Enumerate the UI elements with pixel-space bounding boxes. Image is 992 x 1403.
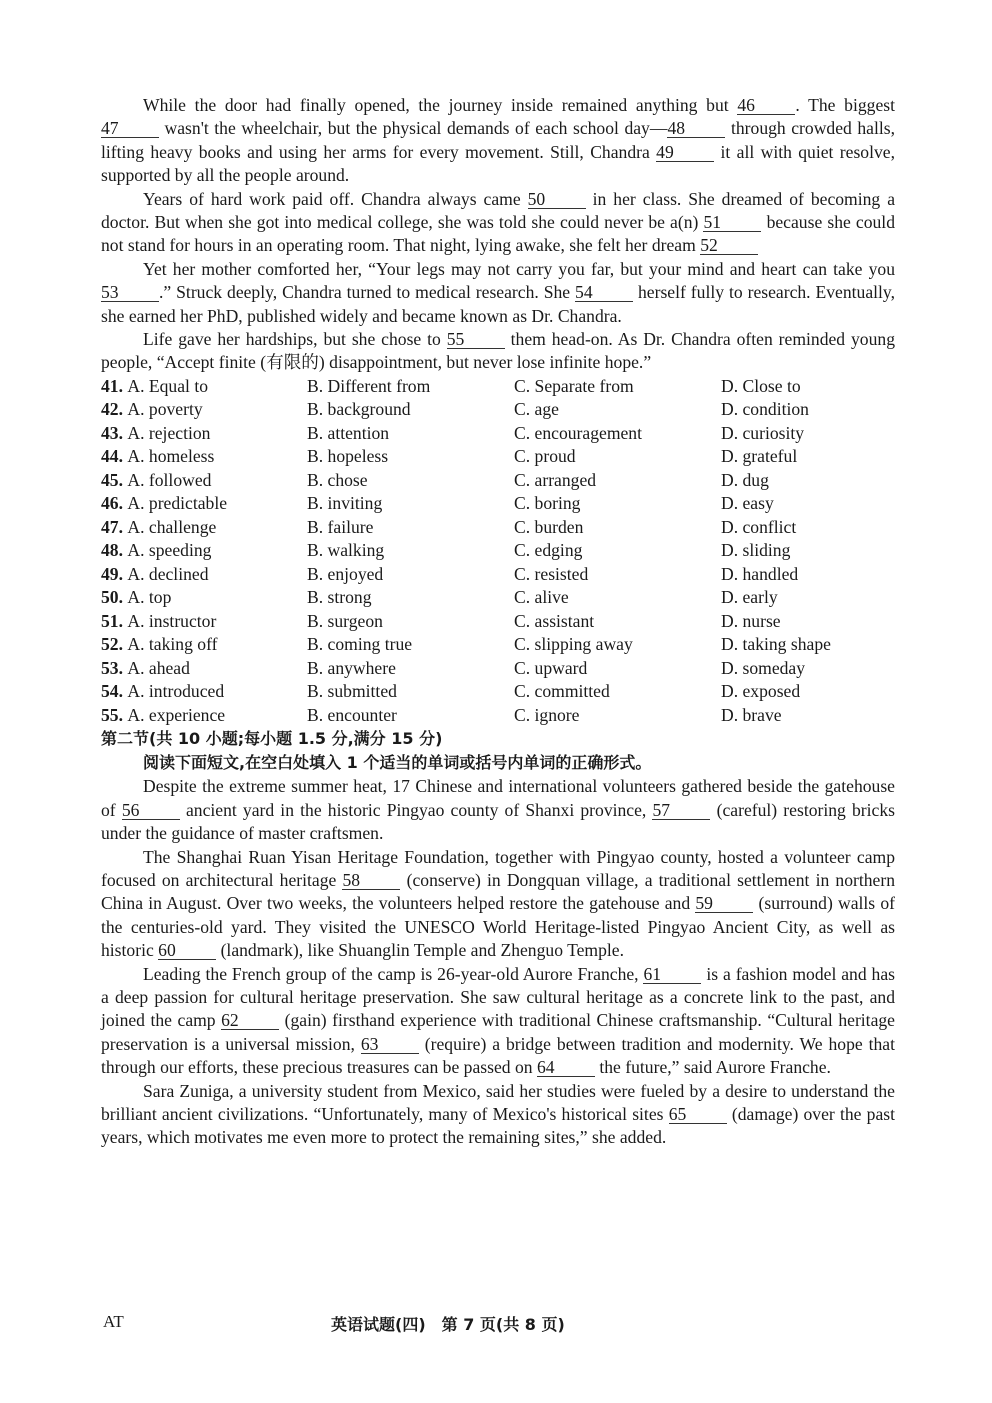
text-segment: is a fashion model and has a deep passion for cultural heritage preservation. She saw cultural heritage as a concrete link to the past, and joined the camp — [101, 963, 895, 1031]
question-row — [101, 680, 895, 704]
question-row — [101, 492, 895, 516]
option-c: C. burden — [514, 516, 584, 537]
paragraph — [101, 775, 895, 845]
option-c: C. edging — [514, 540, 583, 561]
text-segment: Years of hard work paid off. Chandra always came — [143, 188, 528, 209]
option-b: B. encounter — [307, 704, 397, 725]
option-a: 46. A. predictable — [101, 493, 228, 514]
question-number: 43. — [101, 422, 128, 443]
question-number: 41. — [101, 375, 128, 396]
option-b: B. submitted — [307, 681, 397, 702]
option-c: C. assistant — [514, 610, 595, 631]
answer-blank: 49 — [656, 143, 714, 162]
question-number: 47. — [101, 516, 128, 537]
option-a: 42. A. poverty — [101, 399, 203, 420]
option-b: B. background — [307, 399, 411, 420]
question-number: 45. — [101, 469, 128, 490]
option-c: C. alive — [514, 587, 569, 608]
option-b: B. inviting — [307, 493, 383, 514]
question-row — [101, 633, 895, 657]
question-row — [101, 704, 895, 728]
paragraph — [101, 846, 895, 963]
answer-blank: 59 — [695, 894, 753, 913]
question-number: 51. — [101, 610, 128, 631]
option-d: D. nurse — [721, 610, 781, 631]
text-segment: (gain) firsthand experience with traditional Chinese craftsmanship. “Cultural heritage preservation is a universal mission, — [101, 1010, 895, 1054]
question-number: 48. — [101, 540, 128, 561]
option-d: D. Close to — [721, 375, 801, 396]
question-row — [101, 422, 895, 446]
answer-blank: 61 — [643, 965, 701, 984]
question-row — [101, 563, 895, 587]
passage-grammar — [101, 775, 895, 1150]
option-a: 49. A. declined — [101, 563, 209, 584]
text-segment: Life gave her hardships, but she chose to — [143, 329, 447, 350]
option-a: 41. A. Equal to — [101, 375, 209, 396]
answer-blank: 65 — [669, 1105, 727, 1124]
question-number: 54. — [101, 681, 128, 702]
text-segment: Yet her mother comforted her, “Your legs may not carry you far, but your mind and heart can take you — [143, 258, 895, 279]
answer-blank: 54 — [575, 283, 633, 302]
paragraph — [101, 963, 895, 1080]
question-row — [101, 469, 895, 493]
answer-blank: 55 — [447, 330, 505, 349]
text-segment: (landmark), like Shuanglin Temple and Zhenguo Temple. — [216, 940, 624, 961]
text-segment: Leading the French group of the camp is 26-year-old Aurore Franche, — [143, 963, 644, 984]
option-b: B. failure — [307, 516, 374, 537]
option-b: B. anywhere — [307, 657, 396, 678]
page-footer — [103, 1312, 903, 1336]
answer-blank: 51 — [703, 213, 761, 232]
answer-blank: 62 — [221, 1011, 279, 1030]
text-segment: Sara Zuniga, a university student from Mexico, said her studies were fueled by a desire to understand the brilliant ancient civilizations. “Unfortunately, many of Mexico's historical sites — [101, 1080, 895, 1125]
answer-blank: 50 — [528, 190, 586, 209]
paragraph — [101, 258, 895, 328]
question-row — [101, 445, 895, 469]
option-d: D. easy — [721, 493, 774, 514]
text-segment: them head-on. As Dr. Chandra often reminded young people, “Accept finite (有限的) disappointment, but never lose infinite hope.” — [101, 329, 895, 373]
answer-blank: 58 — [342, 871, 400, 890]
question-row — [101, 610, 895, 634]
answer-blank: 46 — [737, 96, 795, 115]
option-a: 45. A. followed — [101, 469, 212, 490]
text-segment: the future,” said Aurore Franche. — [594, 1057, 831, 1078]
option-c: C. Separate from — [514, 375, 634, 396]
option-d: D. grateful — [721, 446, 798, 467]
option-b: B. coming true — [307, 634, 413, 655]
paragraph — [101, 1080, 895, 1150]
text-segment: it all with quiet resolve, supported by all the people around. — [101, 141, 895, 186]
text-segment: (surround) walls of the centuries-old yard. They visited the UNESCO World Heritage-listed Pingyao Ancient City, as well as historic — [101, 893, 895, 961]
option-b: B. attention — [307, 422, 390, 443]
option-c: C. arranged — [514, 469, 597, 490]
option-d: D. taking shape — [721, 634, 831, 655]
answer-blank: 63 — [361, 1035, 419, 1054]
option-d: D. early — [721, 587, 778, 608]
option-a: 53. A. ahead — [101, 657, 190, 678]
option-a: 55. A. experience — [101, 704, 226, 725]
question-row — [101, 516, 895, 540]
question-row — [101, 586, 895, 610]
question-number: 52. — [101, 634, 128, 655]
question-number: 53. — [101, 657, 128, 678]
question-row — [101, 398, 895, 422]
paragraph — [101, 94, 895, 188]
question-number: 42. — [101, 399, 128, 420]
question-row — [101, 657, 895, 681]
answer-blank: 64 — [537, 1058, 595, 1077]
option-a: 54. A. introduced — [101, 681, 225, 702]
text-segment: (require) a bridge between tradition and modernity. We hope that through our efforts, these precious treasures can be passed on — [101, 1033, 895, 1078]
text-segment: in her class. She dreamed of becoming a doctor. But when she got into medical college, she was told she could never be a(n) — [101, 188, 896, 233]
option-a: 50. A. top — [101, 587, 172, 608]
section-instruction: 阅读下面短文,在空白处填入 1 个适当的单词或括号内单词的正确形式。 — [143, 753, 652, 773]
text-segment: because she could not stand for hours in an operating room. That night, lying awake, she felt her dream — [101, 212, 895, 256]
option-d: D. dug — [721, 469, 769, 490]
option-c: C. encouragement — [514, 422, 642, 443]
section-title: 第二节(共 10 小题;每小题 1.5 分,满分 15 分) — [101, 729, 443, 749]
option-c: C. proud — [514, 446, 576, 467]
option-b: B. hopeless — [307, 446, 389, 467]
question-row — [101, 375, 895, 399]
text-segment: While the door had finally opened, the journey inside remained anything but — [143, 95, 738, 115]
text-segment: (careful) restoring bricks under the guidance of master craftsmen. — [101, 799, 895, 844]
question-row — [101, 539, 895, 563]
option-a: 52. A. taking off — [101, 634, 218, 655]
option-c: C. ignore — [514, 704, 580, 725]
text-segment: herself fully to research. Eventually, she earned her PhD, published widely and became known as Dr. Chandra. — [101, 282, 895, 326]
exam-code: AT — [103, 1312, 124, 1331]
option-d: D. curiosity — [721, 422, 805, 443]
question-number: 49. — [101, 563, 128, 584]
option-a: 51. A. instructor — [101, 610, 217, 631]
passage-cloze — [101, 94, 895, 375]
option-a: 48. A. speeding — [101, 540, 212, 561]
option-d: D. handled — [721, 563, 799, 584]
option-c: C. age — [514, 399, 559, 420]
option-d: D. someday — [721, 657, 806, 678]
option-a: 47. A. challenge — [101, 516, 217, 537]
question-number: 50. — [101, 587, 128, 608]
option-b: B. enjoyed — [307, 563, 384, 584]
option-b: B. surgeon — [307, 610, 383, 631]
answer-blank: 52 — [700, 236, 758, 255]
page-number: 英语试题(四) 第 7 页(共 8 页) — [331, 1315, 565, 1334]
text-segment: wasn't the wheelchair, but the physical demands of each school day— — [159, 118, 668, 139]
answer-blank: 57 — [652, 801, 710, 820]
paragraph — [101, 188, 895, 258]
text-segment: ancient yard in the historic Pingyao county of Shanxi province, — [179, 799, 653, 820]
paragraph — [101, 328, 895, 375]
answer-blank: 53 — [101, 283, 159, 302]
text-segment: .” Struck deeply, Chandra turned to medical research. She — [159, 282, 576, 303]
options-list — [101, 375, 895, 728]
option-c: C. upward — [514, 657, 588, 678]
option-b: B. chose — [307, 469, 368, 490]
answer-blank: 47 — [101, 119, 159, 138]
text-segment: through crowded halls, lifting heavy books and using her arms for every movement. Still, Chandra — [101, 118, 895, 162]
option-c: C. slipping away — [514, 634, 633, 655]
option-d: D. conflict — [721, 516, 797, 537]
option-c: C. boring — [514, 493, 581, 514]
option-c: C. committed — [514, 681, 610, 702]
question-number: 55. — [101, 704, 128, 725]
option-b: B. strong — [307, 587, 372, 608]
question-number: 44. — [101, 446, 128, 467]
option-b: B. walking — [307, 540, 385, 561]
option-d: D. sliding — [721, 540, 791, 561]
option-d: D. condition — [721, 399, 809, 420]
text-segment: (conserve) in Dongquan village, a traditional settlement in northern China in August. Over two weeks, the volunteers helped restore the gatehouse and — [101, 870, 896, 914]
option-a: 43. A. rejection — [101, 422, 211, 443]
answer-blank: 60 — [158, 941, 216, 960]
option-b: B. Different from — [307, 375, 431, 396]
option-a: 44. A. homeless — [101, 446, 215, 467]
answer-blank: 56 — [122, 801, 180, 820]
option-d: D. exposed — [721, 681, 801, 702]
question-number: 46. — [101, 493, 128, 514]
text-segment: The Shanghai Ruan Yisan Heritage Foundation, together with Pingyao county, hosted a volunteer camp focused on architectural heritage — [101, 846, 895, 890]
option-c: C. resisted — [514, 563, 589, 584]
option-d: D. brave — [721, 704, 782, 725]
text-segment: (damage) over the past years, which motivates me even more to protect the remaining sites,” she added. — [101, 1104, 895, 1148]
text-segment: . The biggest — [795, 95, 896, 115]
exam-page — [101, 94, 895, 1150]
answer-blank: 48 — [667, 119, 725, 138]
text-segment: Despite the extreme summer heat, 17 Chinese and international volunteers gathered beside the gatehouse of — [101, 776, 895, 820]
